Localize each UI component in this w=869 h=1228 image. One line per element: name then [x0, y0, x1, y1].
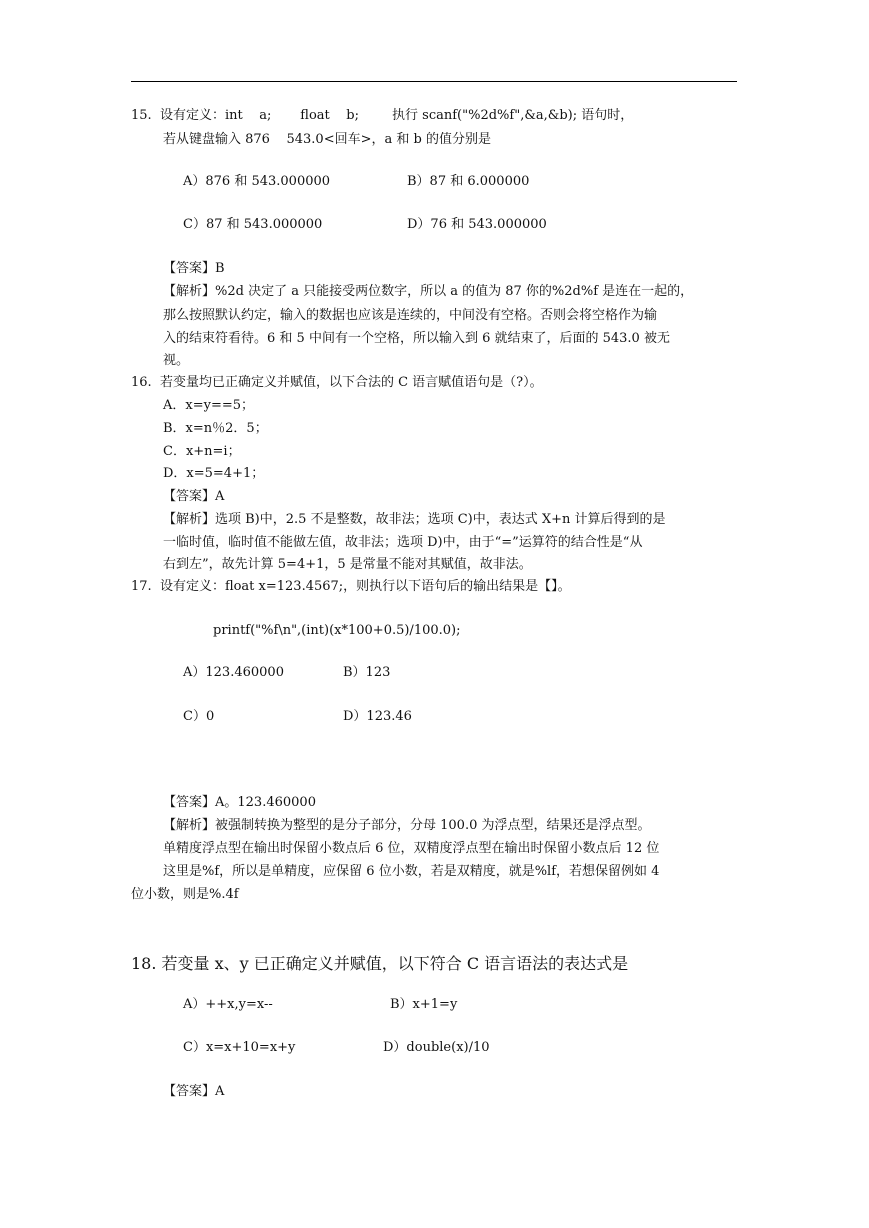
q17-exp-4: 位小数，则是%.4f — [131, 887, 239, 902]
q15-exp-3: 入的结束符看待。6 和 5 中间有一个空格，所以输入到 6 就结束了，后面的 543.0 被无 — [163, 331, 670, 346]
q15-exp-2: 那么按照默认约定，输入的数据也应该是连续的，中间没有空格。否则会将空格作为输 — [163, 308, 658, 323]
q16-exp-1: 【解析】选项 B)中，2.5 不是整数，故非法；选项 C)中，表达式 X+n 计算后得到的是 — [163, 512, 666, 527]
q17-opt-c: C）0 — [183, 709, 215, 724]
q17-opt-d: D）123.46 — [343, 709, 412, 724]
q15-opt-c: C）87 和 543.000000 — [183, 217, 323, 232]
q16-opt-d: D．x=5=4+1； — [163, 466, 265, 481]
header-rule — [131, 81, 737, 82]
q16-opt-a: A．x=y==5； — [163, 398, 255, 413]
q16-exp-3: 右到左”，故先计算 5=4+1，5 是常量不能对其赋值，故非法。 — [163, 557, 532, 572]
q18-opt-c: C）x=x+10=x+y — [183, 1040, 296, 1055]
q15-opt-d: D）76 和 543.000000 — [407, 217, 547, 232]
q16-exp-2: 一临时值，临时值不能做左值，故非法；选项 D)中，由于“=”运算符的结合性是“从 — [163, 535, 643, 550]
q15-opt-a: A）876 和 543.000000 — [183, 174, 331, 189]
q15-opt-b: B）87 和 6.000000 — [407, 174, 530, 189]
q18-stem: 18. 若变量 x、y 已正确定义并赋值，以下符合 C 语言语法的表达式是 — [131, 954, 629, 973]
q17-exp-2: 单精度浮点型在输出时保留小数点后 6 位，双精度浮点型在输出时保留小数点后 12 位 — [163, 841, 660, 856]
q17-opt-a: A）123.460000 — [183, 665, 284, 680]
q16-answer: 【答案】A — [163, 489, 225, 504]
q15-stem-1: 15. 设有定义：int a; float b; 执行 scanf("%2d%f",&a,&b); 语句时， — [131, 108, 634, 123]
q17-exp-1: 【解析】被强制转换为整型的是分子部分，分母 100.0 为浮点型，结果还是浮点型。 — [163, 818, 651, 833]
q18-opt-b: B）x+1=y — [390, 997, 458, 1012]
q17-code: printf("%f\n",(int)(x*100+0.5)/100.0); — [213, 623, 461, 638]
q15-exp-1: 【解析】%2d 决定了 a 只能接受两位数字，所以 a 的值为 87 你的%2d%f 是连在一起的， — [163, 284, 694, 299]
q17-opt-b: B）123 — [343, 665, 391, 680]
q17-answer: 【答案】A。123.460000 — [163, 795, 316, 810]
q16-stem: 16. 若变量均已正确定义并赋值，以下合法的 C 语言赋值语句是（?）。 — [131, 375, 543, 390]
q18-opt-d: D）double(x)/10 — [383, 1040, 490, 1055]
q17-stem: 17. 设有定义：float x=123.4567;，则执行以下语句后的输出结果是【】。 — [131, 579, 571, 594]
q15-exp-4: 视。 — [163, 353, 190, 368]
q16-opt-c: C．x+n=i； — [163, 444, 241, 459]
q18-answer: 【答案】A — [163, 1084, 225, 1099]
q15-answer: 【答案】B — [163, 261, 225, 276]
q16-opt-b: B．x=n％2．5； — [163, 421, 268, 436]
q17-exp-3: 这里是%f，所以是单精度，应保留 6 位小数，若是双精度，就是%lf，若想保留例如 4 — [163, 864, 660, 879]
q18-opt-a: A）++x,y=x-- — [183, 997, 273, 1012]
q15-stem-2: 若从键盘输入 876 543.0<回车>，a 和 b 的值分别是 — [163, 132, 491, 147]
